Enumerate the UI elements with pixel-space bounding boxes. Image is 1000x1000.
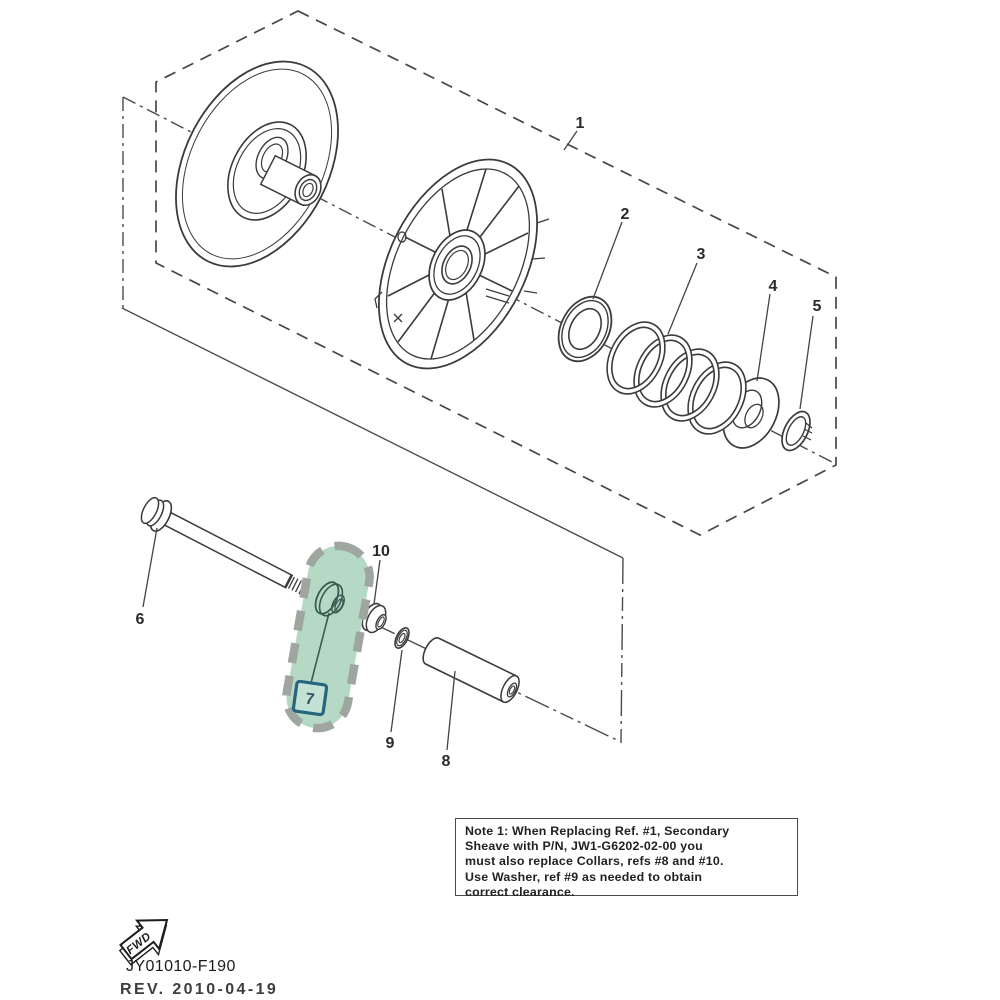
callout-6[interactable]: 6 <box>135 611 145 628</box>
callout-8[interactable]: 8 <box>441 753 451 770</box>
collar-8 <box>423 638 523 705</box>
drawing-number: JY01010-F190 <box>126 958 236 975</box>
callout-4[interactable]: 4 <box>768 278 778 295</box>
note-line: Sheave with P/N, JW1-G6202-02-00 you <box>465 839 703 854</box>
note-box <box>455 818 798 899</box>
callout-5[interactable]: 5 <box>812 298 822 315</box>
callout-2[interactable]: 2 <box>620 206 630 223</box>
callout-10[interactable]: 10 <box>372 543 390 560</box>
callout-3[interactable]: 3 <box>696 246 706 263</box>
fwd-arrow-label: FWD <box>124 930 154 957</box>
callout-1[interactable]: 1 <box>575 115 585 132</box>
revision-date: REV. 2010-04-19 <box>120 981 279 998</box>
bolt-6 <box>138 495 321 601</box>
part-1-sheave-wheel <box>347 133 570 394</box>
note-line: must also replace Collars, refs #8 and #10. <box>465 854 724 869</box>
clip-5 <box>776 407 816 455</box>
note-line: Note 1: When Replacing Ref. #1, Secondary <box>465 824 730 838</box>
part-1-secondary-sheave-disc <box>143 34 370 294</box>
callout-7: 7 <box>304 690 316 709</box>
note-line: correct clearance. <box>465 884 575 899</box>
washer-9 <box>392 626 412 651</box>
callout-9[interactable]: 9 <box>385 735 395 752</box>
note-line: Use Washer, ref #9 as needed to obtain <box>465 869 703 884</box>
ref-7-box[interactable] <box>293 681 327 715</box>
